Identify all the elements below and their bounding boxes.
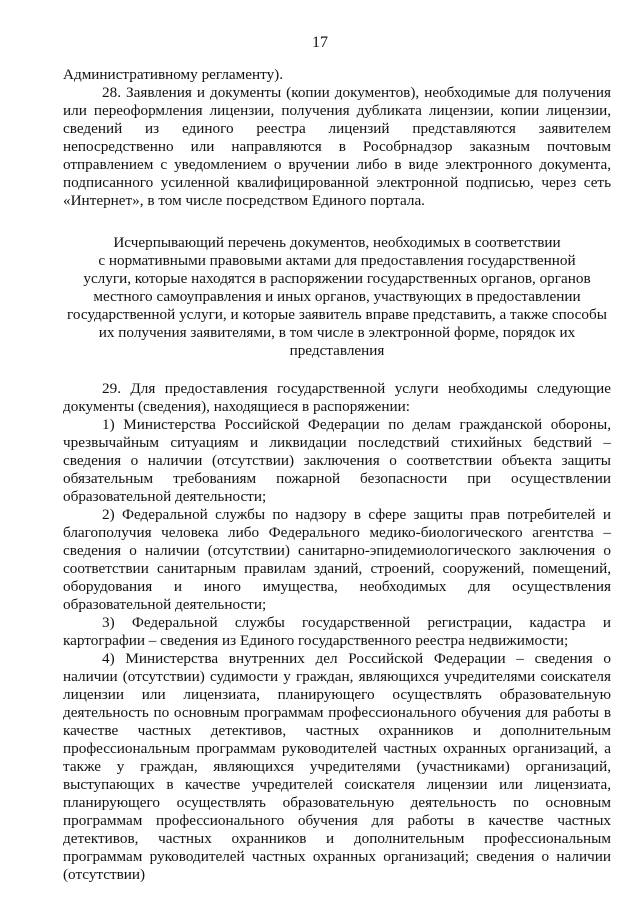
page-number: 17 <box>312 34 328 51</box>
list-item-4: 4) Министерства внутренних дел Российской Федерации – сведения о наличии (отсутствии) судимости у граждан, являющихся учредителями соискателя лицензии или лицензиата, планирующего осуществлять образовательную деятельность по основным программам профессионального обучения для работы в качестве частных детективов, частных охранников и дополнительным профессиональным программам руководителей частных охранных организаций, а также у граждан, являющихся учредителями (участниками) организаций, выступающих в качестве учредителей соискателя лицензии или лицензиата, планирующего осуществлять образовательную деятельность по основным программам профессионального обучения для работы в качестве частных детективов, частных охранников и дополнительным профессиональным программам руководителей частных охранных организаций; сведения о наличии (отсутствии) <box>63 650 611 883</box>
section-heading-line: с нормативными правовыми актами для предоставления государственной <box>98 252 576 269</box>
document-body <box>63 66 611 884</box>
paragraph-28: 28. Заявления и документы (копии документов), необходимые для получения или переоформления лицензии, получения дубликата лицензии, копии лицензии, сведений из единого реестра лицензий представляются заявителем непосредственно или направляются в Рособрнадзор заказным почтовым отправлением с уведомлением о вручении либо в виде электронного документа, подписанного усиленной квалифицированной электронной подписью, через сеть «Интернет», в том числе посредством Единого портала. <box>63 84 611 209</box>
section-heading-line: местного самоуправления и иных органов, участвующих в предоставлении <box>93 288 581 305</box>
section-heading-line: представления <box>289 342 385 359</box>
section-heading-line: услуги, которые находятся в распоряжении государственных органов, органов <box>83 270 591 287</box>
paragraph-29: 29. Для предоставления государственной услуги необходимы следующие документы (сведения), находящиеся в распоряжении: <box>63 380 611 415</box>
section-heading-line: их получения заявителями, в том числе в электронной форме, порядок их <box>98 324 576 341</box>
list-item-3: 3) Федеральной службы государственной регистрации, кадастра и картографии – сведения из Единого государственного реестра недвижимости; <box>63 614 611 649</box>
paragraph-continuation: Административному регламенту). <box>63 66 284 83</box>
list-item-1: 1) Министерства Российской Федерации по делам гражданской обороны, чрезвычайным ситуациям и ликвидации последствий стихийных бедствий – сведения о наличии (отсутствии) заключения о соответствии объекта защиты обязательным требованиям пожарной безопасности при осуществлении образовательной деятельности; <box>63 416 611 505</box>
list-item-2: 2) Федеральной службы по надзору в сфере защиты прав потребителей и благополучия человека либо Федерального медико-биологического агентства – сведения о наличии (отсутствии) санитарно-эпидемиологического заключения о соответствии санитарным правилам зданий, строений, сооружений, помещений, оборудования и иного имущества, необходимых для осуществления образовательной деятельности; <box>63 506 611 613</box>
section-heading-line: государственной услуги, и которые заявитель вправе представить, а также способы <box>67 306 607 323</box>
section-heading <box>63 234 611 360</box>
section-heading-line: Исчерпывающий перечень документов, необходимых в соответствии <box>113 234 561 251</box>
